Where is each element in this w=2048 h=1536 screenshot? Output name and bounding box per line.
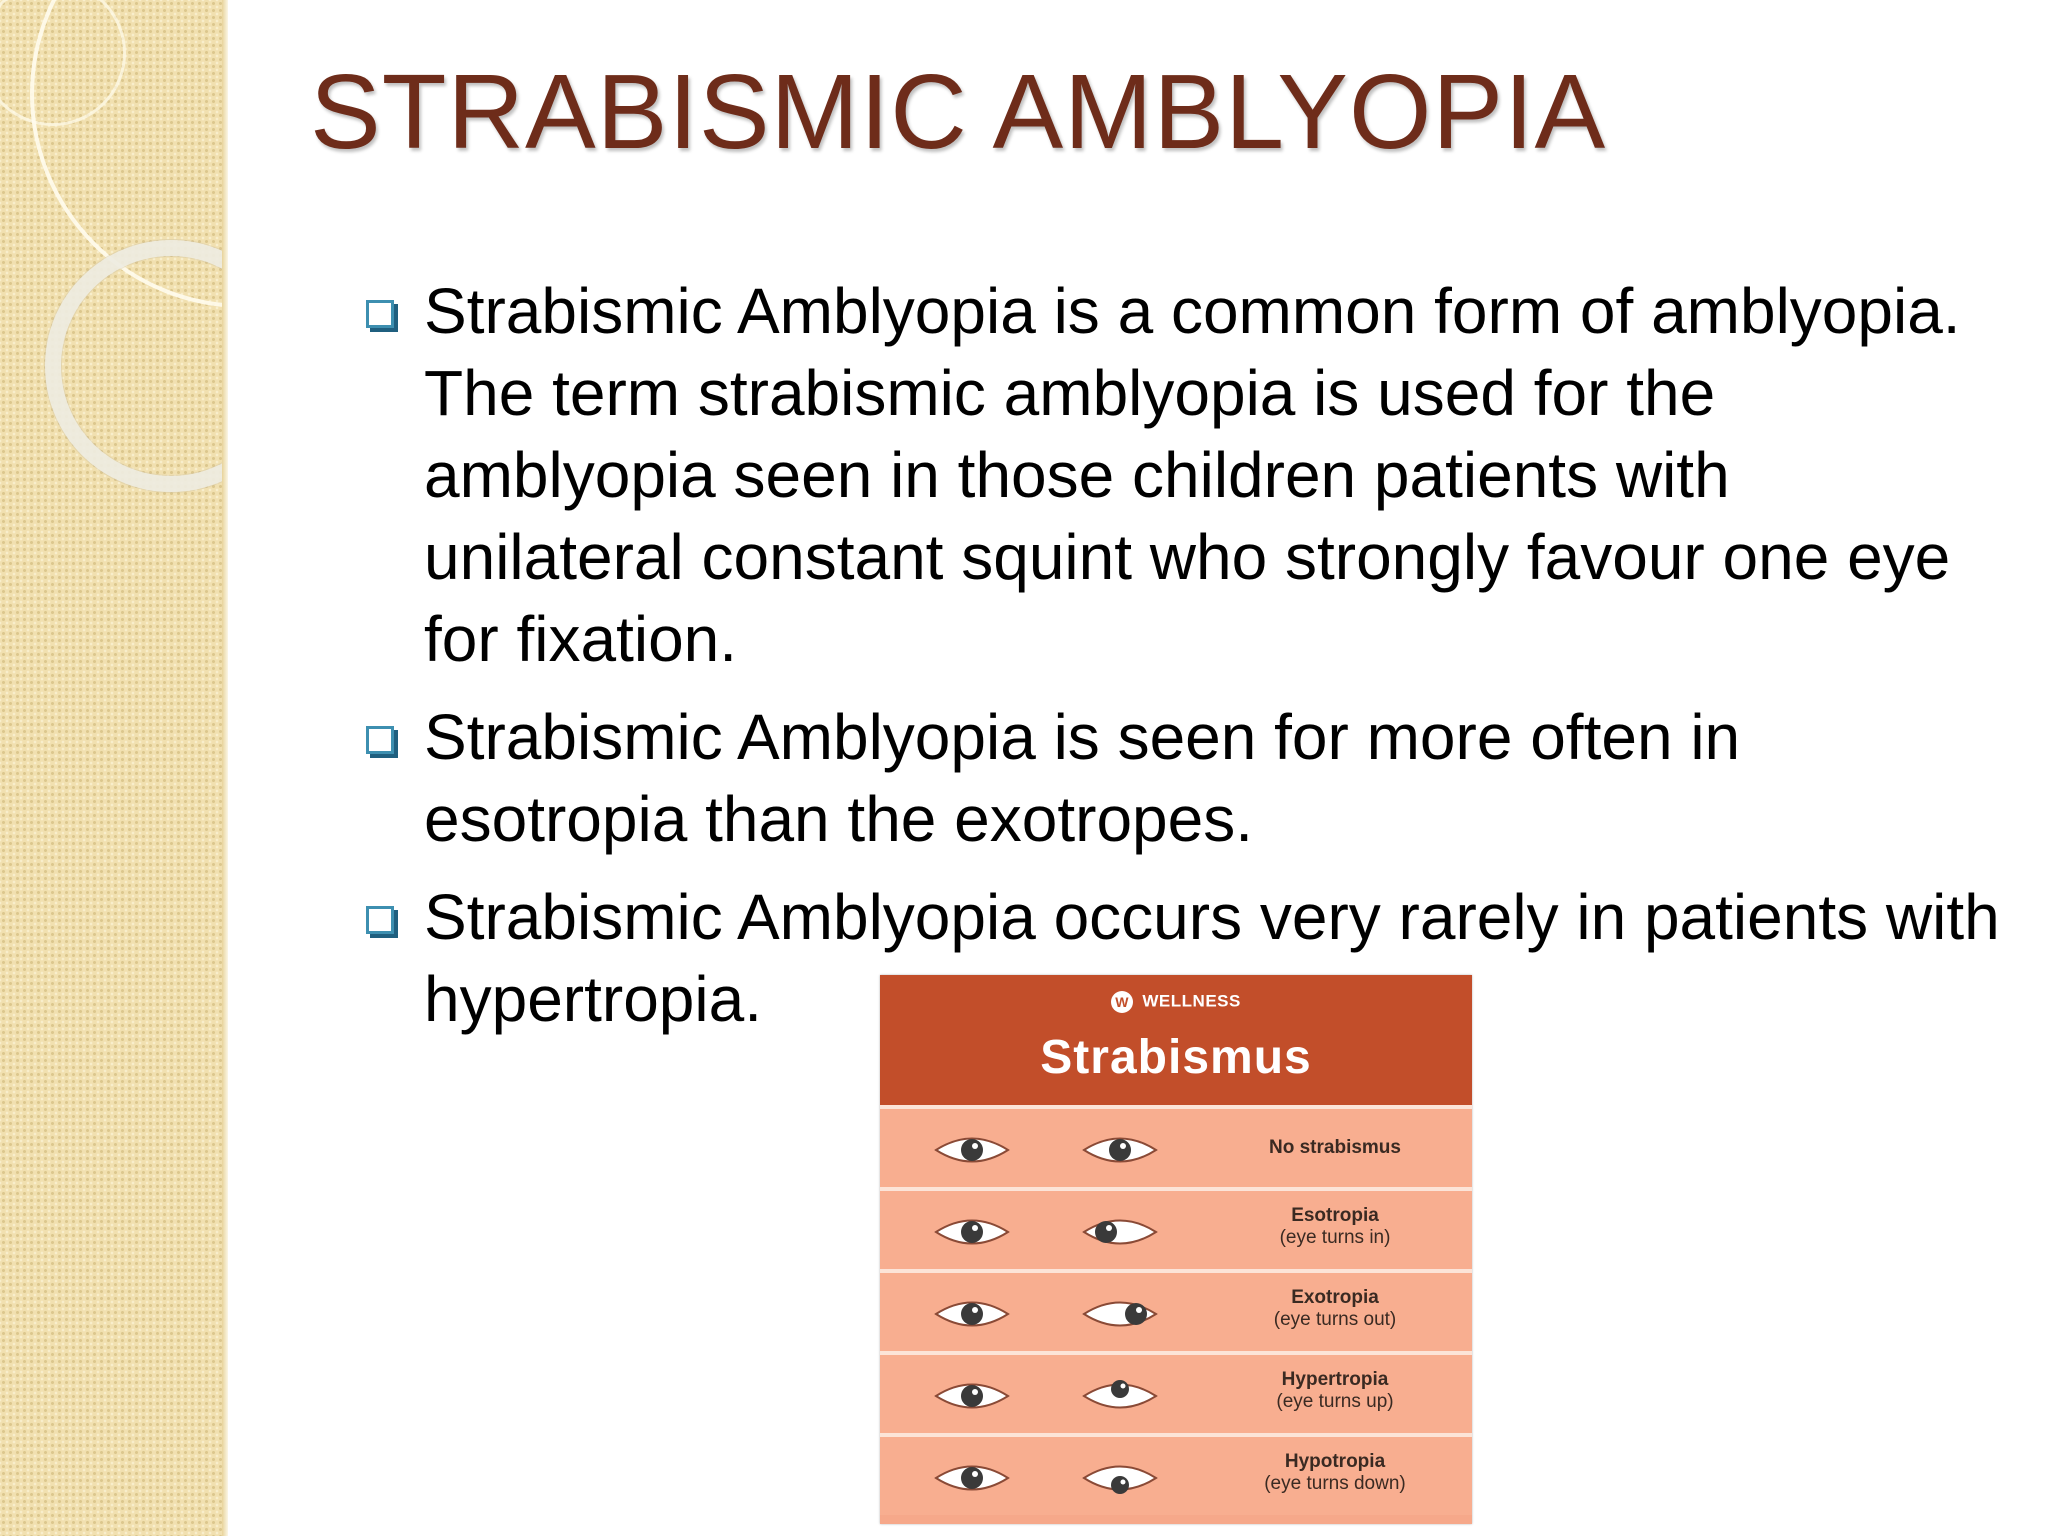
decorative-ring xyxy=(45,240,228,492)
condition-description: (eye turns out) xyxy=(1273,1309,1397,1330)
infographic-row xyxy=(880,1269,1472,1351)
condition-description: (eye turns up) xyxy=(1276,1391,1394,1412)
eye-icon xyxy=(1080,1379,1160,1413)
eye-icon xyxy=(932,1461,1012,1495)
row-label xyxy=(1220,1205,1450,1249)
condition-description: (eye turns in) xyxy=(1279,1227,1391,1248)
decorative-sidebar xyxy=(0,0,228,1536)
eye-icon xyxy=(932,1133,1012,1167)
eye-icon xyxy=(932,1215,1012,1249)
eye-icon xyxy=(1080,1461,1160,1495)
bullet-list xyxy=(360,270,2000,1056)
bullet-item xyxy=(360,270,2000,680)
condition-description: (eye turns down) xyxy=(1264,1473,1406,1494)
bullet-text: Strabismic Amblyopia is a common form of amblyopia. The term strabismic amblyopia is used for the amblyopia seen in those children patients with unilateral constant squint who strongly favour one eye for fixation. xyxy=(424,275,1961,675)
eye-icon xyxy=(932,1297,1012,1331)
row-label xyxy=(1220,1137,1450,1159)
eye-icon xyxy=(1080,1215,1160,1249)
condition-name: Hypertropia xyxy=(1281,1369,1389,1390)
strabismus-infographic xyxy=(880,975,1472,1524)
slide-title: STRABISMIC AMBLYOPIA xyxy=(310,53,1607,171)
row-label xyxy=(1220,1451,1450,1495)
brand-name: WELLNESS xyxy=(1142,991,1241,1011)
infographic-row xyxy=(880,1105,1472,1187)
condition-name: Hypotropia xyxy=(1284,1451,1386,1472)
eye-icon xyxy=(1080,1133,1160,1167)
condition-name: No strabismus xyxy=(1269,1137,1401,1158)
infographic-row xyxy=(880,1187,1472,1269)
square-bullet-icon xyxy=(366,726,394,754)
square-bullet-icon xyxy=(366,300,394,328)
square-bullet-icon xyxy=(366,906,394,934)
row-label xyxy=(1220,1369,1450,1413)
bullet-text: Strabismic Amblyopia is seen for more often in esotropia than the exotropes. xyxy=(424,701,1741,855)
wellness-logo-icon: W xyxy=(1111,991,1133,1013)
condition-name: Esotropia xyxy=(1291,1205,1379,1226)
row-label xyxy=(1220,1287,1450,1331)
bullet-item xyxy=(360,696,2000,860)
sidebar-edge xyxy=(222,0,228,1536)
infographic-row xyxy=(880,1433,1472,1515)
infographic-row xyxy=(880,1351,1472,1433)
condition-name: Exotropia xyxy=(1291,1287,1379,1308)
eye-icon xyxy=(932,1379,1012,1413)
infographic-header xyxy=(880,975,1472,1105)
brand-logo xyxy=(880,991,1472,1013)
infographic-title: Strabismus xyxy=(1040,1031,1312,1084)
bullet-text: Strabismic Amblyopia occurs very rarely in patients with hypertropia. xyxy=(424,881,2000,1035)
eye-icon xyxy=(1080,1297,1160,1331)
